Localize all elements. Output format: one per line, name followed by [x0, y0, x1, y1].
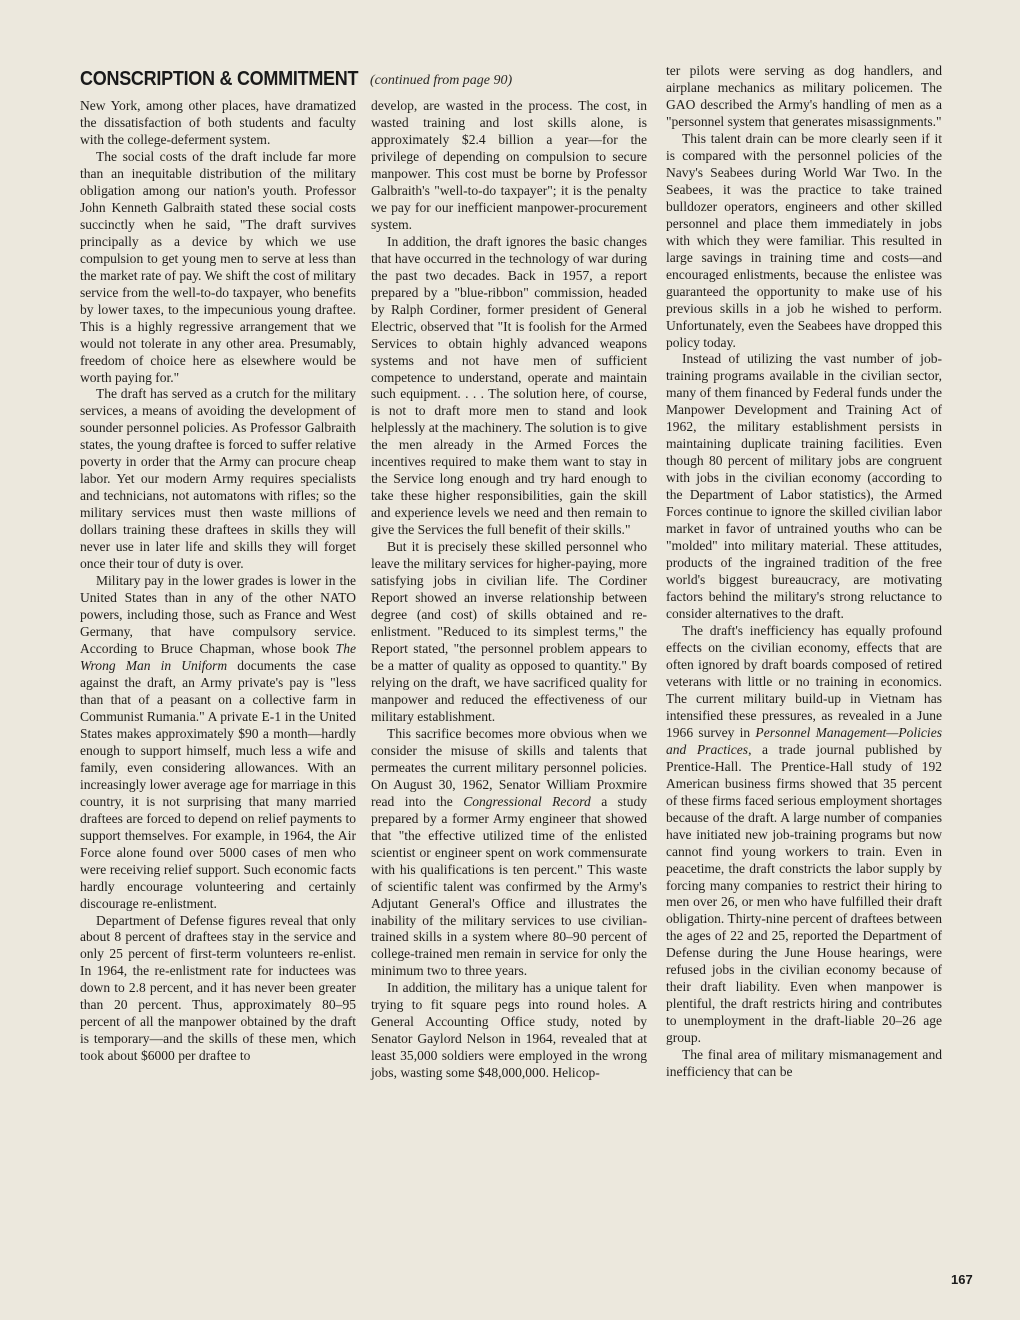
paragraph-text: The draft's inefficiency has equally profound effects on the civilian economy, effects that are often ignored by draft boards composed of retired veterans with little or no training in economics. The current military build-up in Vietnam has intensified these pressures, as revealed in a June 1966 survey in: [666, 622, 942, 740]
article-headline: CONSCRIPTION & COMMITMENT: [80, 68, 359, 90]
paragraph: But it is precisely these skilled personnel who leave the military services for higher-paying, more satisfying jobs in civilian life. The Cordiner Report showed an inverse relationship between degree (and cost) of skills obtained and re-enlistment. "Reduced to its simplest terms," the Report stated, "the personnel problem appears to be a matter of quality as opposed to quantity." By relying on the draft, we have sacrificed quality for manpower and reduced the effectiveness of our military establishment.: [371, 539, 647, 724]
paragraph: [666, 623, 942, 1047]
publication-title: Congressional Record: [463, 793, 591, 809]
paragraph: New York, among other places, have dramatized the dissatisfaction of both students and faculty with the college-deferment system.: [80, 98, 356, 147]
paragraph-text: This sacrifice becomes more obvious when we consider the misuse of skills and talents that permeates the current military personnel policies. On August 30, 1962, Senator William Proxmire read into the: [371, 725, 647, 809]
paragraph: In addition, the draft ignores the basic changes that have occurred in the technology of war during the past two decades. Back in 1957, a report prepared by a "blue-ribbon" commission, headed by Ralph Cordiner, former president of General Electric, observed that "It is foolish for the Armed Services to obtain highly advanced weapons systems and not have men of sufficient competence to understand, operate and maintain such equipment. . . . The solution here, of course, is not to draft more men to stand and look helplessly at the machinery. The solution is to give the men already in the Armed Forces the incentives required to make them want to stay in the Service long enough and try hard enough to take these higher responsibilities, gain the skill and experience levels we need and then remain to give the Services the full benefit of their skills.": [371, 233, 647, 538]
paragraph: The draft has served as a crutch for the military services, a means of avoiding the development of sounder personnel policies. As Professor Galbraith states, the young draftee is forced to suffer relative poverty in order that the Army can procure cheap labor. Yet our modern Army requires specialists and technicians, not automatons with rifles; so the military services must then waste millions of dollars training these draftees in skills they will never use in later life and skills they will forget once their tour of duty is over.: [80, 386, 356, 572]
paragraph: The final area of military mismanagement and inefficiency that can be: [666, 1047, 942, 1080]
continued-from-note: (continued from page 90): [370, 73, 513, 88]
paragraph: Instead of utilizing the vast number of job-training programs available in the civilian sector, many of them financed by Federal funds under the Manpower Development and Training Act of 1962, the military establishment persists in maintaining duplicate training facilities. Even though 80 percent of military jobs are congruent with jobs in the civilian economy (according to the Department of Labor statistics), the Armed Forces continue to ignore the skilled civilian labor market in favor of untrained youths who can be "molded" into military material. These attitudes, products of the ingrained tradition of the free world's biggest bureaucracy, are motivating factors behind the military's strong reluctance to consider alternatives to the draft.: [666, 351, 942, 621]
text-column-3: [666, 63, 942, 1081]
book-title: The Wrong Man in Uniform: [80, 641, 356, 673]
paragraph: [80, 573, 356, 912]
paragraph: [371, 726, 647, 981]
text-column-1: [80, 98, 356, 1065]
paragraph-text: a study prepared by a former Army engineer that showed that "the effective utilized time of the enlisted scientist or engineer spent on work commensurate with his qualifications is ten percent." This waste of scientific talent was confirmed by the Army's Adjutant General's Office and illustrates the inability of the military services to use civilian-trained skills in a system where 80–90 percent of college-trained men remain in service for only the minimum two to three years.: [371, 793, 647, 979]
paragraph: Department of Defense figures reveal that only about 8 percent of draftees stay in the service and only 25 percent of first-term volunteers re-enlist. In 1964, the re-enlistment rate for inductees was down to 2.8 percent, and it has never been greater than 20 percent. Thus, approximately 80–95 percent of all the manpower obtained by the draft is temporary—and the skills of these men, which took about $6000 per draftee to: [80, 912, 356, 1064]
paragraph-text: Military pay in the lower grades is lower in the United States than in any of the other NATO powers, including those, such as France and West Germany, that have compulsory service. According to Bruce Chapman, whose book: [80, 573, 356, 656]
journal-title: Personnel Management—Policies and Practices: [666, 724, 942, 757]
paragraph: ter pilots were serving as dog handlers, and airplane mechanics as military policemen. The GAO described the Army's handling of men as a "personnel system that generates misassignments.": [666, 63, 942, 129]
text-column-2: [371, 98, 647, 1082]
page-number: 167: [951, 1272, 973, 1287]
paragraph: develop, are wasted in the process. The cost, in wasted training and lost skills alone, is approximately $2.4 billion a year—for the privilege of depending on compulsion to secure manpower. This cost must be borne by Professor Galbraith's "well-to-do taxpayer"; it is the penalty we pay for our inefficient manpower-procurement system.: [371, 98, 647, 232]
paragraph: This talent drain can be more clearly seen if it is compared with the personnel policies of the Navy's Seabees during World War Two. In the Seabees, it was the practice to take trained bulldozer operators, engineers and other skilled personnel and place them immediately in jobs with which they were familiar. This resulted in large savings in training time and costs—and encouraged enlistments, because the enlistee was guaranteed the opportunity to make use of his previous skills in a job he wished to perform. Unfortunately, even the Seabees have dropped this policy today.: [666, 130, 942, 350]
paragraph-text: documents the case against the draft, an Army private's pay is "less than that of a peasant on a collective farm in Communist Rumania." A private E-1 in the United States makes approximately $90 a month—hardly enough to support himself, much less a wife and family, even considering allowances. With an increasingly lower average age for marriage in this country, it is not surprising that many married draftees are forced to depend on relief payments to support themselves. For example, in 1964, the Air Force alone found over 5000 cases of men who were receiving relief support. Such economic facts hardly encourage volunteering and certainly discourage re-enlistment.: [80, 657, 356, 911]
paragraph-text: , a trade journal published by Prentice-Hall. The Prentice-Hall study of 192 American business firms showed that 35 percent of these firms faced serious employment shortages because of the draft. A large number of companies have initiated new job-training programs but now cannot find young workers to train. Even in peacetime, the draft constricts the labor supply by forcing many companies to restrict their hiring to men over 26, or men who have fulfilled their draft obligation. Thirty-nine percent of draftees between the ages of 22 and 25, reported the Department of Defense during the June House hearings, were refused jobs in the civilian economy because of their draft liability. Even when manpower is plentiful, the draft restricts hiring and contributes to unemployment in the draft-liable 20–26 age group.: [666, 741, 942, 1046]
paragraph: The social costs of the draft include far more than an inequitable distribution of the military obligation among our nation's youth. Professor John Kenneth Galbraith stated these social costs succinctly when he said, "The draft survives principally as a device by which we use compulsion to get young men to serve at less than the market rate of pay. We shift the cost of military service from the well-to-do taxpayer, who benefits by lower taxes, to the impecunious young draftee. This is a highly regressive arrangement that we would not tolerate in any other area. Presumably, freedom of choice here as elsewhere would be worth paying for.": [80, 148, 356, 385]
paragraph: In addition, the military has a unique talent for trying to fit square pegs into round holes. A General Accounting Office study, noted by Senator Gaylord Nelson in 1964, revealed that at least 35,000 soldiers were employed in the wrong jobs, wasting some $48,000,000. Helicop-: [371, 980, 647, 1081]
